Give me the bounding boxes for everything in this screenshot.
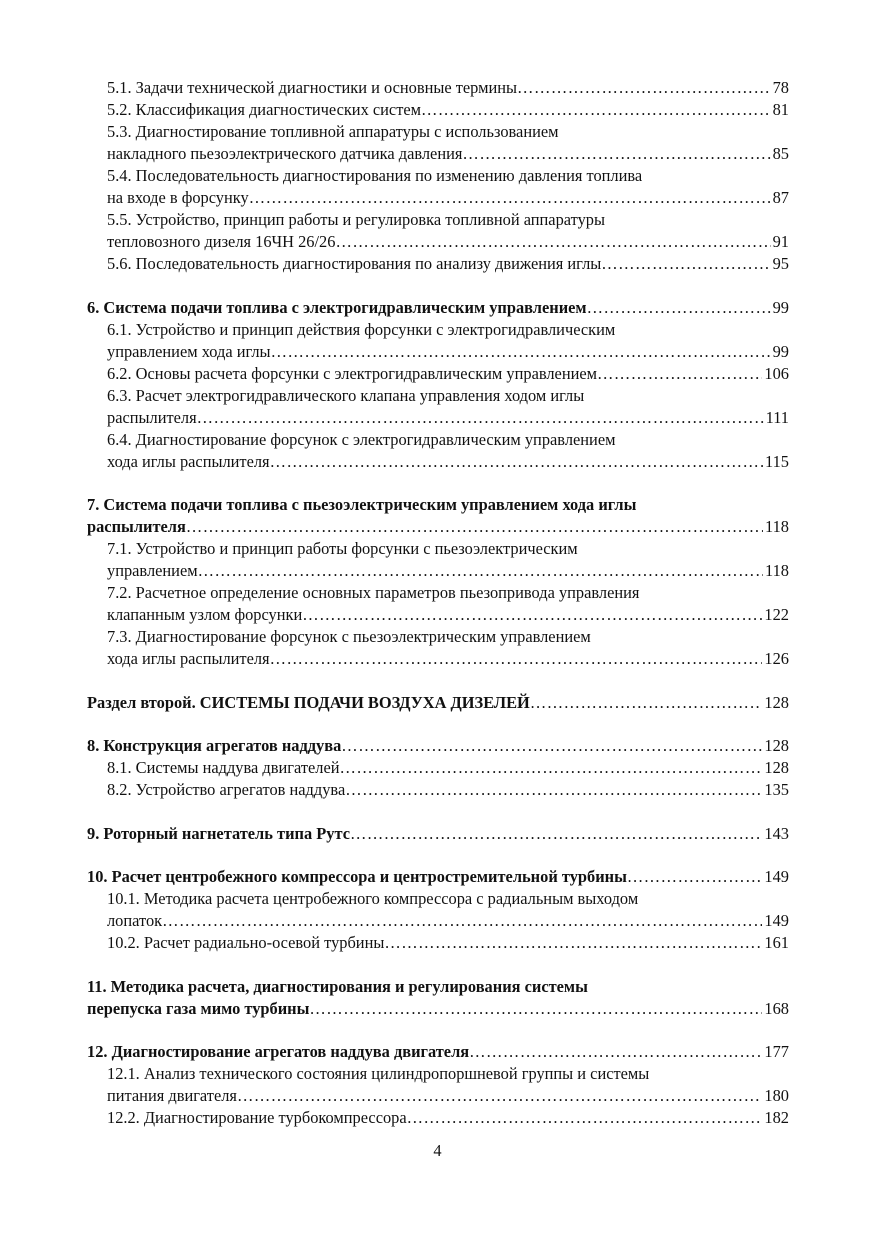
- toc-leader-dots: [517, 77, 771, 99]
- toc-entry-title: перепуска газа мимо турбины: [87, 998, 310, 1018]
- toc-leader-dots: [341, 735, 762, 757]
- toc-leader-dots: [587, 297, 771, 319]
- toc-entry: [87, 692, 789, 714]
- toc-page-number: 91: [772, 232, 789, 251]
- toc-entry-title: 11. Методика расчета, диагностирования и регулирования системы: [87, 976, 588, 996]
- toc-page-number: 149: [764, 911, 789, 930]
- toc-leader-dots: [462, 143, 770, 165]
- toc-entry: [87, 998, 789, 1020]
- toc-page-number: 106: [764, 363, 789, 383]
- toc-entry-title: накладного пьезоэлектрического датчика давления: [107, 144, 463, 163]
- toc-entry-title: 7.2. Расчетное определение основных параметров пьезопривода управления: [107, 583, 640, 602]
- toc-page-number: 111: [765, 407, 789, 427]
- toc-subentry: [87, 231, 789, 253]
- toc-entry-title: 7.1. Устройство и принцип работы форсунки с пьезоэлектрическим: [107, 539, 578, 558]
- toc-entry-title: хода иглы распылителя: [107, 451, 270, 471]
- toc-page-number: 135: [764, 780, 789, 799]
- toc-page-number: 122: [764, 605, 789, 624]
- toc-subentry: [87, 757, 789, 779]
- toc-leader-dots: [597, 363, 762, 385]
- toc-entry-title: 5.1. Задачи технической диагностики и основные термины: [107, 78, 518, 97]
- toc-subentry: [87, 888, 789, 910]
- toc-page-number: 118: [765, 561, 789, 580]
- toc-subentry: [87, 1063, 789, 1085]
- toc-page-number: 180: [764, 1086, 789, 1105]
- toc-entry-title: управлением хода иглы: [107, 341, 271, 361]
- toc-entry: [87, 866, 789, 888]
- toc-page-number: 115: [765, 451, 789, 471]
- toc-entry: [87, 735, 789, 757]
- toc-subentry: [87, 385, 789, 407]
- toc-leader-dots: [627, 866, 763, 888]
- toc-subentry: [87, 341, 789, 363]
- toc-entry: [87, 297, 789, 319]
- toc-entry-title: 6.3. Расчет электрогидравлического клапана управления ходом иглы: [107, 385, 585, 405]
- toc-entry-title: 12. Диагностирование агрегатов наддува двигателя: [87, 1042, 470, 1061]
- toc-entry-title: Раздел второй. СИСТЕМЫ ПОДАЧИ ВОЗДУХА ДИЗЕЛЕЙ: [87, 692, 530, 712]
- toc-page-number: 87: [772, 188, 789, 207]
- toc-subentry: [87, 407, 789, 429]
- toc-leader-dots: [270, 451, 763, 473]
- toc-entry: [87, 1041, 789, 1063]
- toc-entry: [87, 494, 789, 516]
- toc-page-number: 95: [772, 254, 789, 273]
- toc-leader-dots: [407, 1107, 763, 1129]
- toc-entry-title: 7. Система подачи топлива с пьезоэлектрическим управлением хода иглы: [87, 495, 637, 514]
- toc-entry-title: 5.3. Диагностирование топливной аппаратуры с использованием: [107, 122, 559, 141]
- toc-subentry: [87, 451, 789, 473]
- toc-leader-dots: [270, 648, 763, 670]
- toc-page-number: 161: [764, 933, 789, 952]
- toc-page-number: 182: [764, 1108, 789, 1127]
- toc-entry-title: 10.1. Методика расчета центробежного компрессора с радиальным выходом: [107, 889, 639, 908]
- toc-entry-title: хода иглы распылителя: [107, 649, 270, 668]
- toc-leader-dots: [237, 1085, 762, 1107]
- toc-leader-dots: [345, 779, 762, 801]
- toc-entry-title: питания двигателя: [107, 1086, 237, 1105]
- toc-subentry: [87, 538, 789, 560]
- toc-leader-dots: [469, 1041, 762, 1063]
- toc-entry-title: 8.2. Устройство агрегатов наддува: [107, 780, 346, 799]
- toc-subentry: [87, 932, 789, 954]
- toc-subentry: [87, 77, 789, 99]
- toc-entry-title: 6.1. Устройство и принцип действия форсунки с электрогидравлическим: [107, 319, 616, 339]
- toc-subentry: [87, 253, 789, 275]
- toc-page-number: 177: [764, 1042, 789, 1061]
- toc-leader-dots: [340, 757, 763, 779]
- toc-leader-dots: [302, 604, 762, 626]
- toc-page-number: 128: [764, 758, 789, 777]
- toc-page-number: 149: [764, 867, 789, 886]
- toc-entry-title: 5.6. Последовательность диагностирования по анализу движения иглы: [107, 254, 602, 273]
- toc-subentry: [87, 648, 789, 670]
- toc-subentry: [87, 165, 789, 187]
- toc-leader-dots: [186, 516, 763, 538]
- toc-leader-dots: [198, 560, 763, 582]
- toc-leader-dots: [384, 932, 762, 954]
- toc-entry: [87, 823, 789, 845]
- toc-page-number: 168: [764, 998, 789, 1018]
- toc-subentry: [87, 121, 789, 143]
- toc-subentry: [87, 779, 789, 801]
- table-of-contents: [87, 77, 789, 1129]
- toc-entry-title: 7.3. Диагностирование форсунок с пьезоэлектрическим управлением: [107, 627, 591, 646]
- toc-leader-dots: [530, 692, 763, 714]
- toc-leader-dots: [421, 99, 771, 121]
- toc-page-number: 85: [772, 144, 789, 163]
- toc-subentry: [87, 99, 789, 121]
- toc-subentry: [87, 1107, 789, 1129]
- toc-subentry: [87, 143, 789, 165]
- toc-entry-title: клапанным узлом форсунки: [107, 605, 303, 624]
- toc-entry: [87, 976, 789, 998]
- toc-leader-dots: [601, 253, 770, 275]
- toc-leader-dots: [249, 187, 771, 209]
- toc-leader-dots: [350, 823, 762, 845]
- toc-entry-title: на входе в форсунку: [107, 188, 249, 207]
- toc-entry-title: распылителя: [87, 517, 186, 536]
- toc-entry-title: 6. Система подачи топлива с электрогидравлическим управлением: [87, 297, 587, 317]
- toc-subentry: [87, 319, 789, 341]
- toc-entry: [87, 516, 789, 538]
- toc-entry-title: 12.1. Анализ технического состояния цилиндропоршневой группы и системы: [107, 1064, 650, 1083]
- toc-subentry: [87, 1085, 789, 1107]
- toc-leader-dots: [197, 407, 764, 429]
- toc-page-number: 99: [772, 341, 789, 361]
- toc-subentry: [87, 363, 789, 385]
- toc-page-number: 118: [765, 517, 789, 536]
- toc-entry-title: 5.5. Устройство, принцип работы и регулировка топливной аппаратуры: [107, 210, 605, 229]
- toc-page-number: 143: [764, 823, 789, 843]
- toc-page-number: 99: [772, 297, 789, 317]
- toc-entry-title: тепловозного дизеля 16ЧН 26/26: [107, 232, 336, 251]
- toc-entry-title: 5.4. Последовательность диагностирования по изменению давления топлива: [107, 166, 643, 185]
- toc-entry-title: 12.2. Диагностирование турбокомпрессора: [107, 1108, 407, 1127]
- toc-subentry: [87, 604, 789, 626]
- toc-subentry: [87, 429, 789, 451]
- toc-subentry: [87, 626, 789, 648]
- toc-subentry: [87, 582, 789, 604]
- toc-entry-title: распылителя: [107, 407, 197, 427]
- toc-subentry: [87, 910, 789, 932]
- toc-entry-title: 9. Роторный нагнетатель типа Рутс: [87, 823, 350, 843]
- toc-entry-title: лопаток: [107, 911, 163, 930]
- toc-page-number: 128: [764, 736, 789, 755]
- toc-entry-title: 6.2. Основы расчета форсунки с электрогидравлическим управлением: [107, 363, 598, 383]
- toc-entry-title: 8. Конструкция агрегатов наддува: [87, 736, 342, 755]
- toc-page-number: 128: [764, 692, 789, 712]
- toc-subentry: [87, 560, 789, 582]
- toc-leader-dots: [309, 998, 762, 1020]
- toc-subentry: [87, 187, 789, 209]
- toc-entry-title: 10. Расчет центробежного компрессора и центростремительной турбины: [87, 867, 627, 886]
- toc-leader-dots: [271, 341, 771, 363]
- toc-leader-dots: [335, 231, 770, 253]
- toc-page-number: 81: [772, 100, 789, 119]
- toc-entry-title: 8.1. Системы наддува двигателей: [107, 758, 340, 777]
- toc-entry-title: 6.4. Диагностирование форсунок с электрогидравлическим управлением: [107, 429, 616, 449]
- toc-page-number: 126: [764, 649, 789, 668]
- toc-subentry: [87, 209, 789, 231]
- toc-leader-dots: [162, 910, 762, 932]
- toc-page-number: 78: [772, 78, 789, 97]
- page-number: 4: [433, 1141, 442, 1160]
- toc-entry-title: 10.2. Расчет радиально-осевой турбины: [107, 933, 385, 952]
- toc-entry-title: 5.2. Классификация диагностических систем: [107, 100, 422, 119]
- toc-entry-title: управлением: [107, 561, 198, 580]
